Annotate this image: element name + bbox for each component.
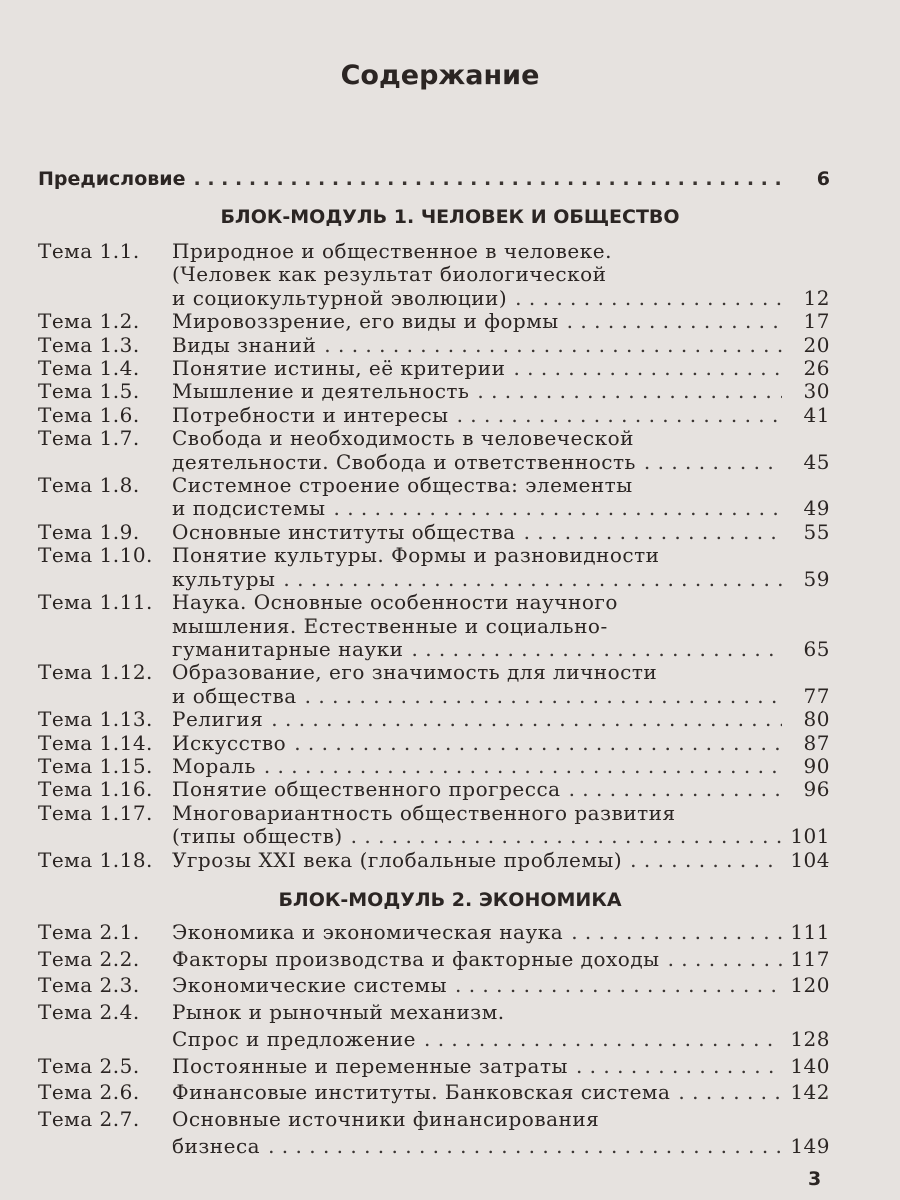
topic-label: Тема 1.2. — [38, 309, 140, 334]
topic-title — [172, 778, 830, 801]
topic-text: Основные источники финансирования — [172, 1106, 600, 1131]
leader-dots — [268, 1133, 782, 1160]
topic-label: Тема 2.3. — [38, 973, 140, 998]
topic-title-line — [172, 310, 830, 333]
topic-page: 45 — [803, 449, 830, 474]
topic-text: Угрозы XXI века (глобальные проблемы) — [172, 847, 623, 872]
topic-text: Образование, его значимость для личности — [172, 660, 658, 685]
topic-text: Многовариантность общественного развития — [172, 800, 676, 825]
topic-title-line — [172, 615, 830, 638]
topic-text: Наука. Основные особенности научного — [172, 590, 618, 615]
topic-page: 77 — [803, 683, 830, 708]
topic-title-line — [172, 404, 830, 427]
topic-text: (типы обществ) — [172, 824, 343, 849]
toc-entry[interactable] — [38, 972, 830, 999]
toc-entry[interactable] — [38, 310, 830, 333]
topic-title-line — [172, 972, 830, 999]
topic-title-line — [172, 544, 830, 567]
topic-title-line — [172, 240, 830, 263]
topic-title-line — [172, 380, 830, 403]
leader-dots — [411, 638, 782, 661]
topic-title — [172, 661, 830, 708]
preface-page: 6 — [816, 168, 830, 190]
topic-title-line — [172, 287, 830, 310]
topic-text: (Человек как результат биологической — [172, 262, 607, 287]
topic-title-line — [172, 849, 830, 872]
toc-entry[interactable] — [38, 334, 830, 357]
toc-entry[interactable] — [38, 240, 830, 310]
topic-label: Тема 1.11. — [38, 590, 153, 615]
topic-title-line — [172, 661, 830, 684]
topic-page: 101 — [790, 824, 830, 849]
topic-label: Тема 1.6. — [38, 402, 140, 427]
topic-title — [172, 972, 830, 999]
leader-dots — [351, 825, 782, 848]
topic-title-line — [172, 638, 830, 661]
topic-text: Искусство — [172, 730, 287, 755]
topic-page: 80 — [803, 707, 830, 732]
topic-title-line — [172, 825, 830, 848]
topic-page: 41 — [803, 402, 830, 427]
topic-title — [172, 1053, 830, 1080]
topic-title — [172, 802, 830, 849]
page-title: Содержание — [340, 60, 540, 91]
topic-text: и подсистемы — [172, 496, 326, 521]
topic-text: мышления. Естественные и социально- — [172, 613, 608, 638]
topic-page: 12 — [803, 285, 830, 310]
topic-title-line — [172, 1053, 830, 1080]
topic-text: Рынок и рыночный механизм. — [172, 1000, 505, 1025]
topic-title — [172, 1106, 830, 1159]
toc-entry[interactable] — [38, 849, 830, 872]
topic-title-line — [172, 427, 830, 450]
toc-entry[interactable] — [38, 999, 830, 1052]
topic-page: 104 — [790, 847, 830, 872]
topic-label: Тема 2.7. — [38, 1106, 140, 1131]
leader-dots — [678, 1079, 782, 1106]
toc-entry[interactable] — [38, 1053, 830, 1080]
topic-page: 55 — [803, 519, 830, 544]
topic-title-line — [172, 946, 830, 973]
topic-text: Основные институты общества — [172, 519, 516, 544]
topic-title — [172, 334, 830, 357]
topic-title — [172, 521, 830, 544]
topic-page: 30 — [803, 379, 830, 404]
topic-title-line — [172, 591, 830, 614]
toc-entry[interactable] — [38, 802, 830, 849]
topic-title-line — [172, 802, 830, 825]
topic-title — [172, 755, 830, 778]
topic-title — [172, 544, 830, 591]
topic-title-line — [172, 708, 830, 731]
topic-label: Тема 1.16. — [38, 777, 153, 802]
topic-text: бизнеса — [172, 1133, 261, 1158]
topic-label: Тема 1.17. — [38, 800, 153, 825]
topic-page: 20 — [803, 332, 830, 357]
toc-entry[interactable] — [38, 357, 830, 380]
leader-dots — [576, 1053, 782, 1080]
leader-dots — [294, 732, 782, 755]
leader-dots — [644, 451, 782, 474]
toc-entry[interactable] — [38, 591, 830, 661]
topic-label: Тема 1.10. — [38, 543, 153, 568]
topic-label: Тема 2.4. — [38, 1000, 140, 1025]
topic-text: Мышление и деятельность — [172, 379, 470, 404]
topic-text: Природное и общественное в человеке. — [172, 239, 612, 263]
leader-dots — [283, 568, 782, 591]
topic-text: деятельности. Свобода и ответственность — [172, 449, 636, 474]
topic-title-line — [172, 568, 830, 591]
topic-page: 149 — [790, 1133, 830, 1158]
topic-text: культуры — [172, 566, 276, 591]
block-1-entries — [38, 240, 830, 872]
topic-page: 17 — [803, 309, 830, 334]
topic-text: Понятие культуры. Формы и разновидности — [172, 543, 660, 568]
topic-page: 128 — [790, 1026, 830, 1051]
toc-entry[interactable] — [38, 708, 830, 731]
topic-page: 65 — [803, 636, 830, 661]
topic-page: 120 — [790, 973, 830, 998]
leader-dots — [524, 521, 782, 544]
topic-text: и социокультурной эволюции) — [172, 285, 508, 310]
block-2-heading: БЛОК-МОДУЛЬ 2. ЭКОНОМИКА — [278, 889, 622, 911]
toc-entry[interactable] — [38, 544, 830, 591]
leader-dots — [457, 404, 782, 427]
topic-title — [172, 474, 830, 521]
topic-title — [172, 591, 830, 661]
toc-entry[interactable] — [38, 732, 830, 755]
toc-entry[interactable] — [38, 521, 830, 544]
topic-title — [172, 732, 830, 755]
leader-dots — [515, 287, 782, 310]
topic-text: Постоянные и переменные затраты — [172, 1053, 568, 1078]
leader-dots — [424, 1026, 782, 1053]
topic-title — [172, 1079, 830, 1106]
topic-title — [172, 404, 830, 427]
topic-label: Тема 2.2. — [38, 946, 140, 971]
topic-text: Экономика и экономическая наука — [172, 920, 564, 944]
topic-title-line — [172, 919, 830, 946]
topic-title — [172, 380, 830, 403]
topic-text: Свобода и необходимость в человеческой — [172, 426, 634, 451]
leader-dots — [264, 755, 782, 778]
topic-text: Спрос и предложение — [172, 1026, 416, 1051]
topic-page: 26 — [803, 356, 830, 381]
leader-dots — [333, 497, 782, 520]
topic-title-line — [172, 732, 830, 755]
topic-text: Виды знаний — [172, 332, 317, 357]
topic-label: Тема 1.14. — [38, 730, 153, 755]
topic-title-line — [172, 521, 830, 544]
topic-title-line — [172, 357, 830, 380]
toc-entry[interactable] — [38, 1079, 830, 1106]
topic-title-line — [172, 334, 830, 357]
topic-text: Факторы производства и факторные доходы — [172, 946, 660, 971]
topic-title-line — [172, 474, 830, 497]
topic-label: Тема 1.9. — [38, 519, 140, 544]
leader-dots — [324, 334, 782, 357]
toc-entry[interactable] — [38, 427, 830, 474]
topic-text: Системное строение общества: элементы — [172, 473, 633, 498]
topic-title-line — [172, 263, 830, 286]
topic-title — [172, 427, 830, 474]
topic-page: 87 — [803, 730, 830, 755]
preface-label: Предисловие — [38, 168, 186, 190]
topic-title-line — [172, 685, 830, 708]
topic-title-line — [172, 1106, 830, 1133]
topic-label: Тема 1.5. — [38, 379, 140, 404]
topic-title — [172, 999, 830, 1052]
topic-page: 111 — [790, 920, 830, 944]
topic-label: Тема 1.8. — [38, 473, 140, 498]
topic-label: Тема 1.7. — [38, 426, 140, 451]
topic-text: и общества — [172, 683, 297, 708]
leader-dots — [194, 168, 782, 190]
topic-page: 90 — [803, 753, 830, 778]
leader-dots — [571, 919, 782, 946]
toc-preface[interactable] — [38, 168, 830, 190]
topic-title-line — [172, 999, 830, 1026]
topic-text: Понятие общественного прогресса — [172, 777, 561, 802]
toc-entry[interactable] — [38, 474, 830, 521]
topic-label: Тема 1.13. — [38, 707, 153, 732]
topic-title — [172, 849, 830, 872]
topic-page: 59 — [803, 566, 830, 591]
topic-title-line — [172, 1133, 830, 1160]
leader-dots — [305, 685, 782, 708]
block-2-entries — [38, 919, 830, 1159]
topic-label: Тема 1.18. — [38, 847, 153, 872]
toc-entry[interactable] — [38, 380, 830, 403]
topic-label: Тема 1.15. — [38, 753, 153, 778]
topic-text: Мораль — [172, 753, 256, 778]
leader-dots — [271, 708, 782, 731]
topic-page: 49 — [803, 496, 830, 521]
topic-title — [172, 310, 830, 333]
topic-label: Тема 1.12. — [38, 660, 153, 685]
leader-dots — [455, 972, 782, 999]
topic-label: Тема 2.5. — [38, 1053, 140, 1078]
toc-entry[interactable] — [38, 755, 830, 778]
topic-title — [172, 240, 830, 310]
topic-label: Тема 1.1. — [38, 239, 140, 263]
leader-dots — [630, 849, 782, 872]
leader-dots — [569, 778, 782, 801]
topic-label: Тема 1.4. — [38, 356, 140, 381]
toc-entry[interactable] — [38, 404, 830, 427]
topic-title — [172, 946, 830, 973]
toc-entry[interactable] — [38, 1106, 830, 1159]
topic-text: Потребности и интересы — [172, 402, 449, 427]
topic-text: гуманитарные науки — [172, 636, 404, 661]
topic-title-line — [172, 1079, 830, 1106]
topic-title — [172, 708, 830, 731]
toc-entry[interactable] — [38, 778, 830, 801]
topic-page: 142 — [790, 1080, 830, 1105]
topic-title — [172, 919, 830, 946]
leader-dots — [567, 310, 782, 333]
topic-text: Мировоззрение, его виды и формы — [172, 309, 559, 334]
topic-title-line — [172, 1026, 830, 1053]
topic-title — [172, 357, 830, 380]
toc-entry[interactable] — [38, 919, 830, 946]
leader-dots — [668, 946, 782, 973]
toc-entry[interactable] — [38, 661, 830, 708]
topic-title-line — [172, 497, 830, 520]
topic-text: Финансовые институты. Банковская система — [172, 1080, 671, 1105]
page-number: 3 — [808, 1168, 822, 1190]
block-1-heading: БЛОК-МОДУЛЬ 1. ЧЕЛОВЕК И ОБЩЕСТВО — [220, 206, 680, 228]
toc-entry[interactable] — [38, 946, 830, 973]
topic-page: 96 — [803, 777, 830, 802]
topic-text: Понятие истины, её критерии — [172, 356, 506, 381]
topic-label: Тема 1.3. — [38, 332, 140, 357]
topic-page: 140 — [790, 1053, 830, 1078]
leader-dots — [513, 357, 782, 380]
topic-title-line — [172, 778, 830, 801]
topic-text: Экономические системы — [172, 973, 447, 998]
leader-dots — [477, 380, 782, 403]
topic-label: Тема 2.6. — [38, 1080, 140, 1105]
topic-page: 117 — [790, 946, 830, 971]
topic-label: Тема 2.1. — [38, 920, 140, 944]
topic-title-line — [172, 451, 830, 474]
topic-text: Религия — [172, 707, 264, 732]
topic-title-line — [172, 755, 830, 778]
